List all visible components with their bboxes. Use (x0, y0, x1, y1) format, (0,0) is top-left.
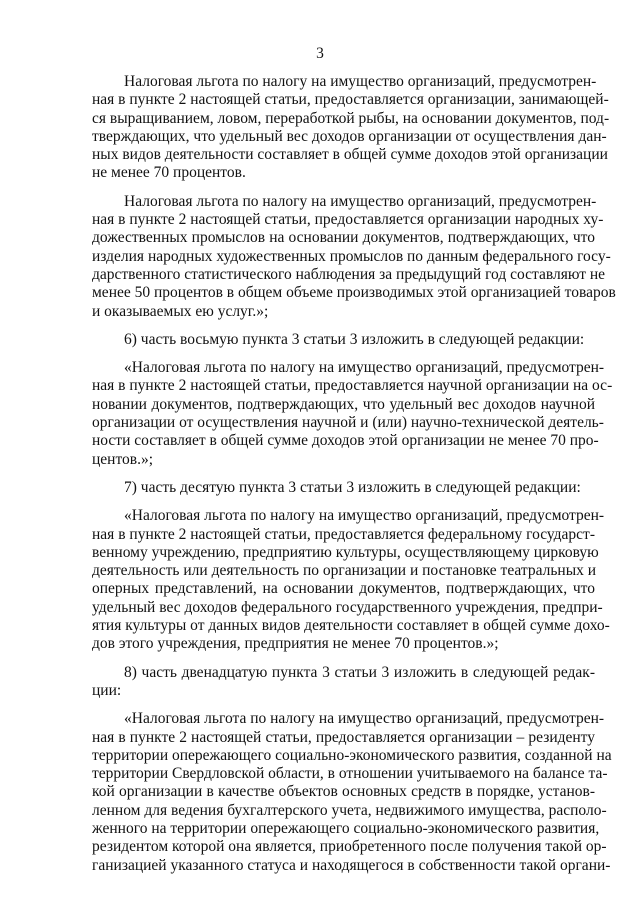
text-line: организации от осуществления научной и (или) научно-технической деятель- (92, 414, 604, 432)
text-line: новании документов, подтверждающих, что удельный вес доходов научной (92, 395, 595, 413)
text-line: ная в пункте 2 настоящей статьи, предоставляется организации, занимающей- (92, 91, 609, 109)
text-line: ная в пункте 2 настоящей статьи, предоставляется научной организации на ос- (92, 377, 613, 395)
paragraph (92, 73, 610, 183)
text-line: ных видов деятельности составляет в общей сумме доходов этой организации (92, 146, 608, 164)
text-line: резидентом которой она является, приобретенного после получения такой ор- (92, 838, 607, 856)
text-line: 6) часть восьмую пункта 3 статьи 3 изложить в следующей редакции: (124, 330, 585, 348)
text-line: женного на территории опережающего социально-экономического развития, (92, 819, 600, 837)
text-line: ции: (92, 681, 122, 699)
text-line: дарственного статистического наблюдения за предыдущий год составляют не (92, 265, 606, 283)
paragraph (92, 192, 616, 321)
text-line: «Налоговая льгота по налогу на имущество организаций, предусмотрен- (124, 359, 605, 377)
page-number: 3 (316, 45, 324, 62)
text-line: венному учреждению, предприятию культуры, осуществляющему цирковую (92, 543, 599, 561)
text-line: менее 50 процентов в общем объеме производимых этой организацией товаров (92, 284, 616, 302)
text-line: тверждающих, что удельный вес доходов организации от осуществления дан- (92, 127, 607, 145)
text-line: 8) часть двенадцатую пункта 3 статьи 3 изложить в следующей редак- (124, 663, 595, 681)
paragraph (92, 664, 595, 701)
text-line: ная в пункте 2 настоящей статьи, предоставляется федеральному государст- (92, 525, 595, 543)
text-line: Налоговая льгота по налогу на имущество организаций, предусмотрен- (124, 73, 597, 90)
text-line: дов этого учреждения, предприятия не менее 70 процентов.»; (92, 635, 499, 653)
text-line: 7) часть десятую пункта 3 статьи 3 изложить в следующей редакции: (124, 478, 581, 496)
paragraph (92, 710, 612, 875)
document-body (92, 73, 616, 875)
text-line: кой организации в качестве объектов основных средств в порядке, установ- (92, 783, 595, 801)
paragraph (92, 479, 595, 497)
text-line: оперных представлений, на основании документов, подтверждающих, что (92, 580, 595, 598)
text-line: ленном для ведения бухгалтерского учета, недвижимого имущества, располо- (92, 801, 607, 819)
text-line: ности составляет в общей сумме доходов этой организации не менее 70 про- (92, 432, 599, 450)
text-line: изделия народных художественных промыслов по данным федерального госу- (92, 247, 611, 265)
text-line: «Налоговая льгота по налогу на имущество организаций, предусмотрен- (124, 710, 605, 728)
text-line: ганизацией указанного статуса и находящегося в собственности такой органи- (92, 856, 611, 874)
text-line: деятельность или деятельность по организации и постановке театральных и (92, 562, 597, 580)
paragraph (92, 507, 610, 653)
text-line: ная в пункте 2 настоящей статьи, предоставляется организации – резиденту (92, 728, 595, 746)
text-line: ная в пункте 2 настоящей статьи, предоставляется организации народных ху- (92, 211, 604, 229)
text-line: территории опережающего социально-экономического развития, созданной на (92, 746, 612, 764)
text-line: дожественных промыслов на основании документов, подтверждающих, что (92, 229, 595, 247)
text-line: Налоговая льгота по налогу на имущество организаций, предусмотрен- (124, 192, 597, 210)
text-line: территории Свердловской области, в отношении учитываемого на балансе та- (92, 765, 608, 783)
text-line: ся выращиванием, ловом, переработкой рыбы, на основании документов, под- (92, 109, 610, 127)
paragraph (92, 359, 613, 469)
text-line: и оказываемых ею услуг.»; (92, 302, 269, 320)
text-line: «Налоговая льгота по налогу на имущество организаций, предусмотрен- (124, 507, 605, 525)
text-line: удельный вес доходов федерального государственного учреждения, предпри- (92, 598, 603, 616)
text-line: центов.»; (92, 450, 154, 468)
paragraph (92, 331, 595, 349)
text-line: не менее 70 процентов. (92, 164, 246, 182)
text-line: ятия культуры от данных видов деятельности составляет в общей сумме дохо- (92, 617, 610, 635)
